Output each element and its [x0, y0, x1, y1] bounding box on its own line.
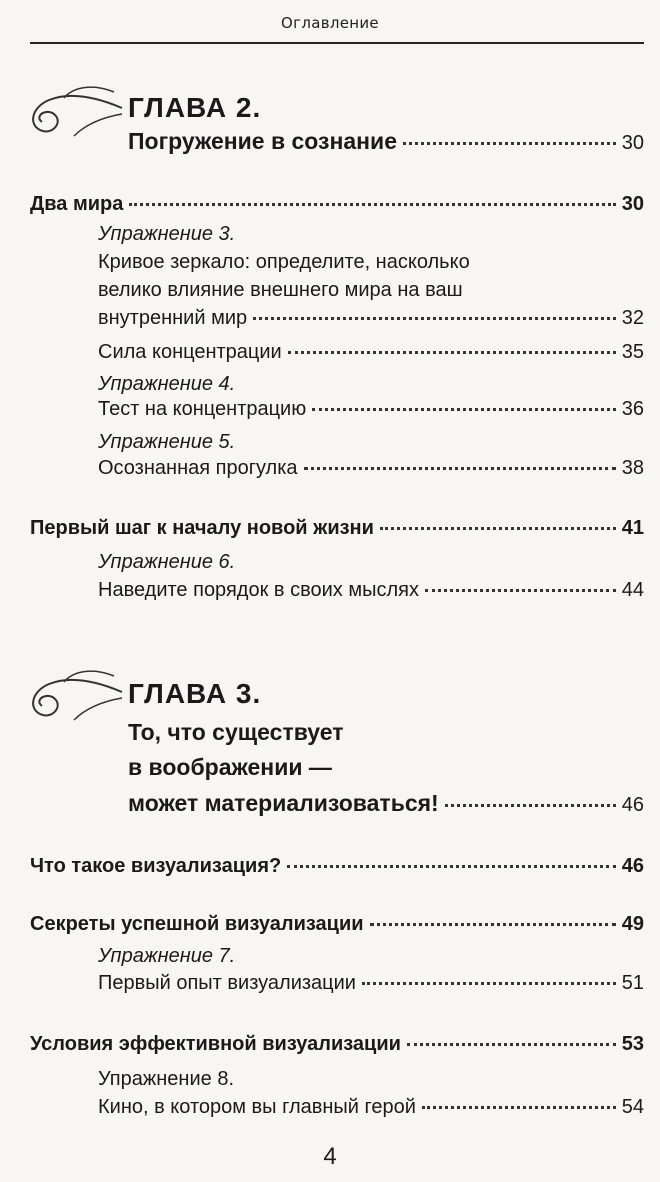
entry-title: Первый шаг к началу новой жизни	[30, 517, 374, 539]
flourish-ornament-icon	[14, 662, 126, 732]
exercise-label: Упражнение 5.	[98, 431, 236, 453]
entry-title: Что такое визуализация?	[30, 855, 282, 877]
leader-dots	[288, 351, 616, 354]
page-ref: 35	[621, 341, 644, 363]
exercise-label: Упражнение 4.	[98, 373, 236, 395]
leader-dots	[422, 1106, 616, 1109]
toc-entry-exercise-7[interactable]	[98, 972, 644, 995]
chapter-3-subtitle-line: в воображении —	[128, 754, 332, 780]
entry-line: велико влияние внешнего мира на ваш	[98, 279, 463, 301]
page-ref: 46	[621, 794, 644, 816]
toc-entry-what-viz[interactable]	[30, 855, 644, 878]
page-ref: 36	[621, 398, 644, 420]
leader-dots	[129, 203, 615, 206]
page-ref: 49	[621, 913, 644, 935]
entry-title: Сила концентрации	[98, 341, 282, 363]
exercise-label: Упражнение 7.	[98, 945, 236, 967]
toc-entry-first-step[interactable]	[30, 517, 644, 540]
chapter-2-subtitle-row[interactable]	[128, 128, 644, 155]
toc-entry-exercise-3[interactable]	[98, 307, 644, 330]
page-ref: 54	[621, 1096, 644, 1118]
page-ref: 51	[621, 972, 644, 994]
page-ref: 46	[621, 855, 644, 877]
toc-entry-dva-mira[interactable]	[30, 193, 644, 216]
leader-dots	[304, 467, 616, 470]
leader-dots	[403, 142, 616, 145]
entry-line: Кривое зеркало: определите, насколько	[98, 251, 470, 273]
flourish-ornament-icon	[14, 78, 126, 148]
chapter-3-subtitle-row[interactable]	[128, 790, 644, 817]
leader-dots	[380, 527, 616, 530]
page-ref: 32	[621, 307, 644, 329]
toc-entry-exercise-4[interactable]	[98, 398, 644, 421]
entry-title: Наведите порядок в своих мыслях	[98, 579, 419, 601]
leader-dots	[287, 865, 616, 868]
entry-title: Осознанная прогулка	[98, 457, 298, 479]
chapter-2-title: ГЛАВА 2.	[128, 92, 262, 123]
chapter-2-subtitle: Погружение в сознание	[128, 128, 397, 154]
entry-title: Секреты успешной визуализации	[30, 913, 364, 935]
leader-dots	[370, 923, 616, 926]
exercise-label: Упражнение 3.	[98, 223, 236, 245]
toc-entry-exercise-6[interactable]	[98, 579, 644, 602]
page-ref: 30	[621, 193, 644, 215]
leader-dots	[253, 317, 616, 320]
leader-dots	[362, 982, 616, 985]
leader-dots	[312, 408, 616, 411]
leader-dots	[407, 1043, 616, 1046]
leader-dots	[445, 804, 616, 807]
entry-title: Условия эффективной визуализации	[30, 1033, 401, 1055]
toc-entry-conditions[interactable]	[30, 1033, 644, 1056]
leader-dots	[425, 589, 616, 592]
toc-entry-secrets[interactable]	[30, 913, 644, 936]
page-ref: 44	[621, 579, 644, 601]
header-rule	[30, 42, 644, 44]
chapter-3-title: ГЛАВА 3.	[128, 678, 262, 709]
toc-entry-exercise-5[interactable]	[98, 457, 644, 480]
entry-title: Первый опыт визуализации	[98, 972, 356, 994]
toc-entry-exercise-8[interactable]	[98, 1096, 644, 1119]
page-number: 4	[323, 1143, 337, 1170]
page-ref: 30	[621, 132, 644, 154]
page-ref: 53	[621, 1033, 644, 1055]
chapter-3-subtitle-line: То, что существует	[128, 719, 344, 745]
entry-title: Тест на концентрацию	[98, 398, 307, 420]
entry-title: внутренний мир	[98, 307, 248, 329]
exercise-label: Упражнение 8.	[98, 1068, 235, 1090]
toc-entry-sila[interactable]	[98, 341, 644, 364]
exercise-label: Упражнение 6.	[98, 551, 236, 573]
entry-title: Кино, в котором вы главный герой	[98, 1096, 416, 1118]
page-ref: 41	[621, 517, 644, 539]
chapter-3-subtitle-line: может материализоваться!	[128, 790, 439, 816]
running-head: Оглавление	[281, 14, 379, 32]
page-ref: 38	[621, 457, 644, 479]
entry-title: Два мира	[30, 193, 124, 215]
